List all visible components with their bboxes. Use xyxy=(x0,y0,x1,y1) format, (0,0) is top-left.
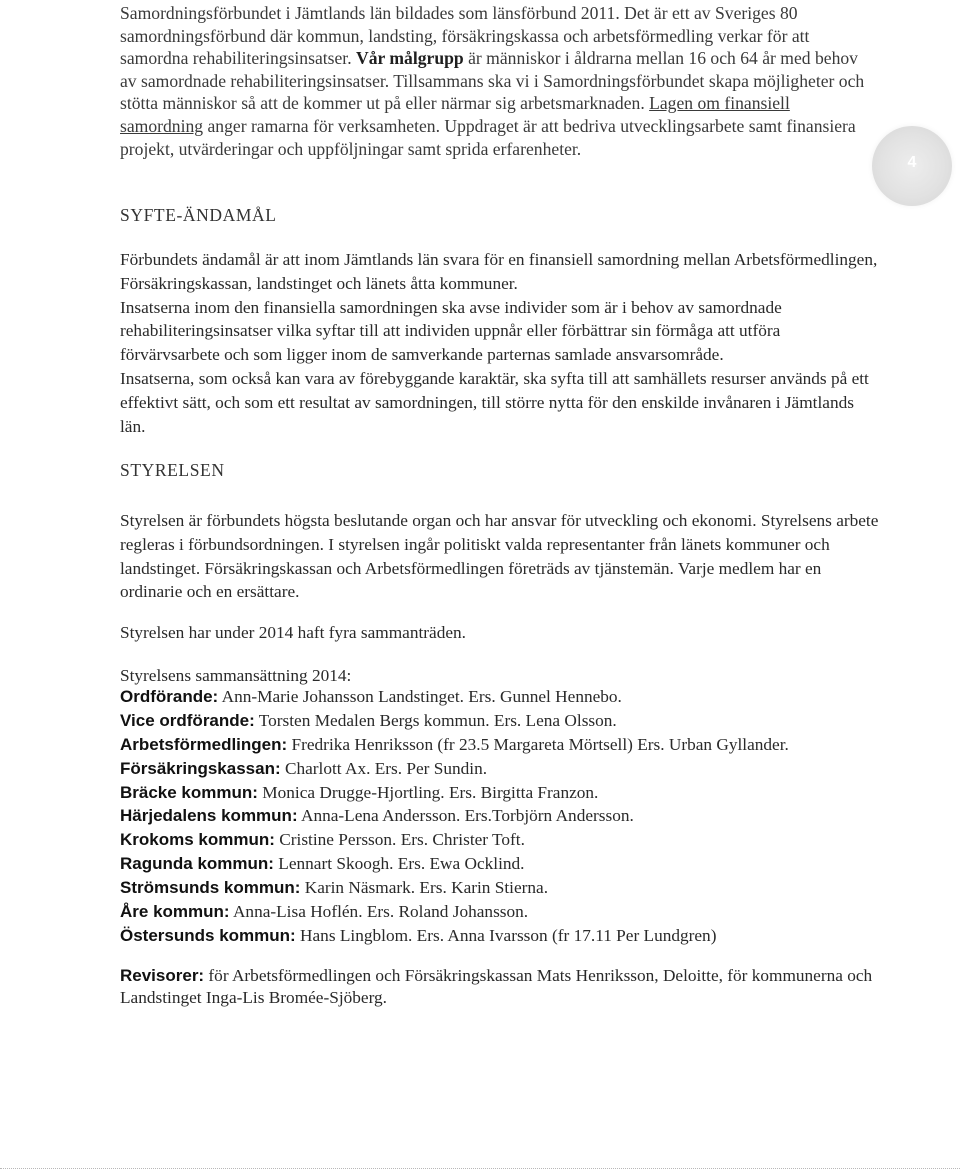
intro-paragraph xyxy=(120,2,865,160)
syfte-paragraph-1: Förbundets ändamål är att inom Jämtlands län svara för en finansiell samordning mellan Arbetsförmedlingen, Försäkringskassan, landstinget och länets åtta kommuner. xyxy=(120,250,878,293)
member-names: Charlott Ax. Ers. Per Sundin. xyxy=(280,758,488,778)
board-member-list xyxy=(120,685,900,948)
member-entry xyxy=(120,757,900,781)
member-entry xyxy=(120,781,900,805)
member-names: Karin Näsmark. Ers. Karin Stierna. xyxy=(300,878,549,898)
styrelsen-heading: STYRELSEN xyxy=(120,460,225,480)
member-entry xyxy=(120,828,900,852)
composition-intro: Styrelsens sammansättning 2014: xyxy=(120,666,352,685)
member-names: Fredrika Henriksson (fr 23.5 Margareta Mörtsell) Ers. Urban Gyllander. xyxy=(287,734,789,754)
page-number-badge xyxy=(872,126,952,206)
member-names: Anna-Lena Andersson. Ers.Torbjörn Andersson. xyxy=(297,806,634,826)
page-number: 4 xyxy=(907,154,917,171)
member-entry xyxy=(120,924,900,948)
target-group-label: Vår målgrupp xyxy=(356,48,464,69)
auditors-label: Revisorer: xyxy=(120,966,205,985)
member-role: Härjedalens kommun: xyxy=(120,806,298,826)
member-names: Monica Drugge-Hjortling. Ers. Birgitta Franzon. xyxy=(257,782,599,802)
syfte-section xyxy=(120,248,880,438)
member-names: Torsten Medalen Bergs kommun. Ers. Lena Olsson. xyxy=(254,710,617,730)
member-entry xyxy=(120,876,900,900)
member-role: Åre kommun: xyxy=(120,902,230,922)
member-entry xyxy=(120,685,900,709)
page-bottom-divider xyxy=(0,1168,960,1169)
member-names: Anna-Lisa Hoflén. Ers. Roland Johansson. xyxy=(229,902,529,922)
member-role: Östersunds kommun: xyxy=(120,925,296,945)
member-entry xyxy=(120,900,900,924)
styrelsen-section xyxy=(120,509,880,604)
meetings-sentence: Styrelsen har under 2014 haft fyra sammanträden. xyxy=(120,623,466,642)
member-names: Lennart Skoogh. Ers. Ewa Ocklind. xyxy=(273,854,525,874)
member-role: Försäkringskassan: xyxy=(120,758,281,778)
styrelsen-paragraph: Styrelsen är förbundets högsta beslutande organ och har ansvar för utveckling och ekonomi. Styrelsens arbete regleras i förbundsordningen. I styrelsen ingår politiskt valda representanter från länets kommuner och landstinget. Försäkringskassan och Arbetsförmedlingen företräds av tjänstemän. Varje medlem har en ordinarie och en ersättare. xyxy=(120,511,879,602)
law-reference: Lagen om finansiell samordning xyxy=(120,93,790,136)
member-role: Ragunda kommun: xyxy=(120,854,274,874)
member-names: Ann-Marie Johansson Landstinget. Ers. Gunnel Hennebo. xyxy=(218,687,622,706)
intro-text-2: är människor i åldrarna mellan 16 och 64 år med behov av samordnade rehabiliteringsinsatser. Tillsammans ska vi i Samordningsförbundet skapa möjligheter och stötta människor så att de kommer ut på eller närmar sig arbetsmarknaden. xyxy=(120,48,865,114)
member-entry xyxy=(120,804,900,828)
member-role: Vice ordförande: xyxy=(120,710,255,730)
member-names: Cristine Persson. Ers. Christer Toft. xyxy=(274,830,525,850)
member-role: Bräcke kommun: xyxy=(120,782,258,802)
syfte-heading: SYFTE-ÄNDAMÅL xyxy=(120,205,277,225)
member-role: Strömsunds kommun: xyxy=(120,878,301,898)
member-role: Arbetsförmedlingen: xyxy=(120,734,288,754)
member-entry xyxy=(120,852,900,876)
intro-text-3: anger ramarna för verksamheten. Uppdraget är att bedriva utvecklingsarbete samt finansiera projekt, utvärderingar och uppföljningar samt sprida erfarenheter. xyxy=(120,115,856,159)
syfte-paragraph-2: Insatserna inom den finansiella samordningen ska avse individer som är i behov av samordnade rehabiliteringsinsatser vilka syftar till att individen uppnår eller förbättrar sin förmåga att utföra förvärvsarbete och som ligger inom de samverkande parternas samlade ansvarsområde. xyxy=(120,297,782,365)
member-role: Krokoms kommun: xyxy=(120,830,275,850)
syfte-paragraph-3: Insatserna, som också kan vara av förebyggande karaktär, ska syfta till att samhällets resurser används på ett effektivt sätt, och som ett resultat av samordningen, till större nytta för den enskilde invånaren i Jämtlands län. xyxy=(120,368,869,436)
member-names: Hans Lingblom. Ers. Anna Ivarsson (fr 17.11 Per Lundgren) xyxy=(295,925,717,945)
member-role: Ordförande: xyxy=(120,687,219,706)
member-entry xyxy=(120,733,900,757)
intro-text-1: Samordningsförbundet i Jämtlands län bildades som länsförbund 2011. Det är ett av Sveriges 80 samordningsförbund där kommun, landsting, försäkringskassa och arbetsförmedling verkar för att samordna rehabiliteringsinsatser. xyxy=(120,3,810,69)
auditors-text: för Arbetsförmedlingen och Försäkringskassan Mats Henriksson, Deloitte, för kommunerna och Landstinget Inga-Lis Bromée-Sjöberg. xyxy=(120,966,873,1007)
member-entry xyxy=(120,709,900,733)
auditors-paragraph xyxy=(120,965,880,1009)
